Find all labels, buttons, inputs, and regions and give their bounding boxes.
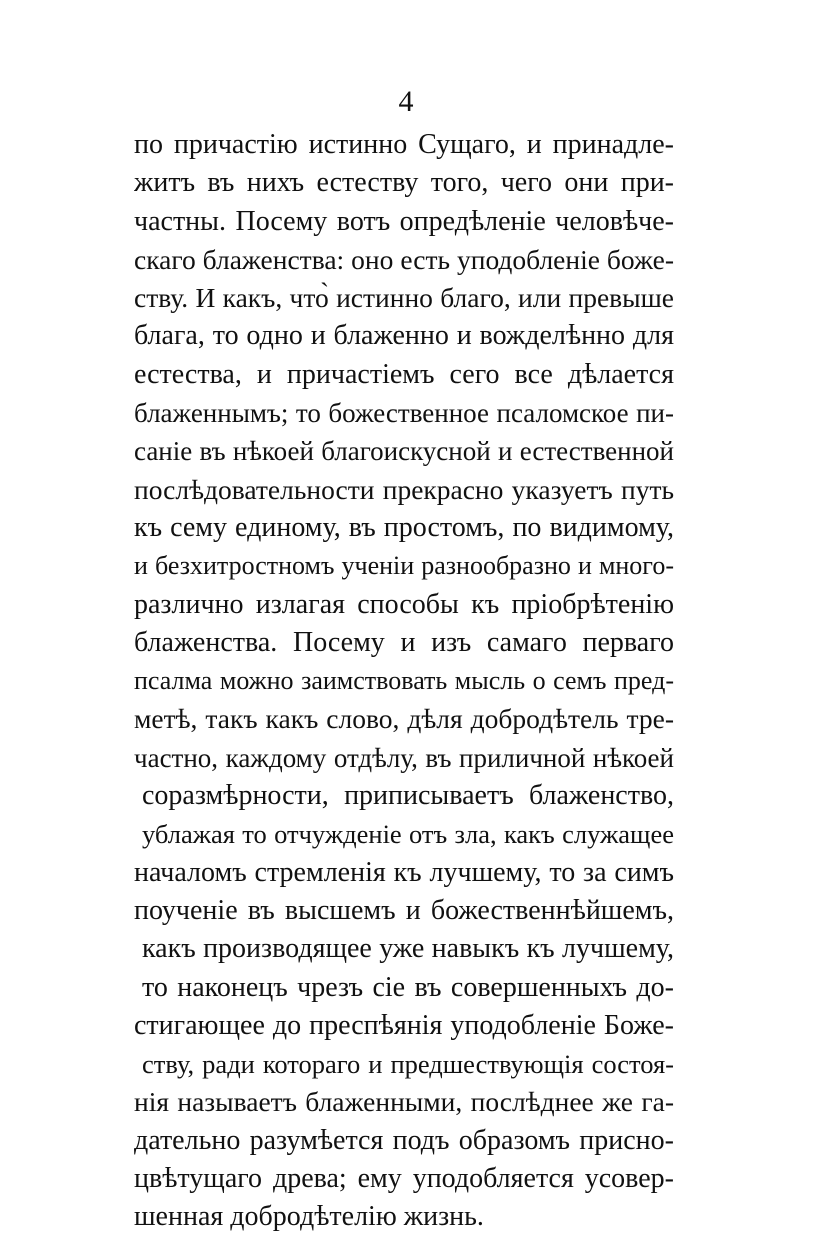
text-line: и безхитростномъ ученіи разнообразно и много-: [134, 551, 674, 581]
text-line: частно, каждому отдѣлу, въ приличной нѣкоей: [134, 742, 674, 773]
text-line: шенная добродѣтелію жизнь.: [134, 1201, 484, 1233]
text-line: блага, то одно и блаженно и вожделѣнно для: [134, 320, 674, 352]
text-line: соразмѣрности, приписываетъ блаженство,: [142, 780, 674, 812]
text-line: саніе въ нѣкоей благоискусной и естественной: [134, 436, 674, 467]
text-line: стигающее до преспѣянія уподобленіе Боже-: [134, 1009, 674, 1041]
text-line: ству, ради котораго и предшествующія состоя-: [142, 1049, 674, 1080]
text-line: естества, и причастіемъ сего все дѣлается: [134, 358, 674, 390]
text-line: послѣдовательности прекрасно указуетъ путь: [134, 473, 674, 505]
text-line: къ сему единому, въ простомъ, по видимому,: [134, 511, 674, 543]
text-line: поученіе въ высшемъ и божественнѣйшемъ,: [134, 894, 674, 926]
text-line: псалма можно заимствовать мысль о семъ пред-: [134, 666, 674, 696]
body-text: [134, 126, 674, 1237]
text-line: частны. Посему вотъ опредѣленіе человѣче-: [134, 205, 674, 237]
text-line: метѣ, такъ какъ слово, дѣля добродѣтель тре-: [134, 703, 674, 735]
text-line: то наконецъ чрезъ сіе въ совершенныхъ до-: [142, 971, 674, 1003]
text-line: ству. И какъ, что̀ истинно благо, или превыше: [134, 282, 674, 314]
text-line: дательно разумѣется подъ образомъ присно-: [134, 1124, 674, 1156]
text-line: по причастію истинно Сущаго, и принадле-: [134, 129, 674, 160]
text-line: какъ производящее уже навыкъ къ лучшему,: [142, 933, 674, 965]
text-line: житъ въ нихъ естеству того, чего они при-: [134, 167, 674, 199]
text-line: скаго блаженства: оно есть уподобленіе боже-: [134, 243, 674, 275]
text-line: цвѣтущаго древа; ему уподобляется усовер-: [134, 1163, 674, 1195]
text-line: различно излагая способы къ пріобрѣтенію: [134, 588, 674, 620]
text-line: ублажая то отчужденіе отъ зла, какъ служащее: [142, 819, 674, 850]
text-line: нія называетъ блаженными, послѣднее же га-: [134, 1086, 674, 1118]
text-line: блаженства. Посему и изъ самаго перваго: [134, 626, 674, 658]
text-line: началомъ стремленія къ лучшему, то за симъ: [134, 856, 674, 888]
page-number: 4: [398, 85, 414, 118]
text-line: блаженнымъ; то божественное псаломское пи-: [134, 398, 674, 429]
